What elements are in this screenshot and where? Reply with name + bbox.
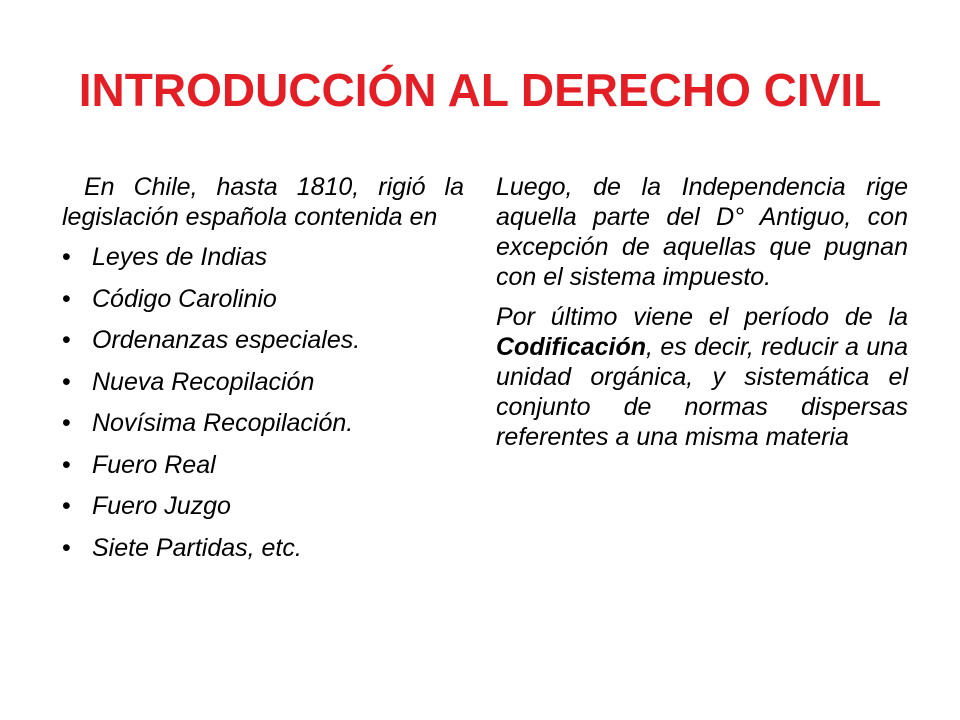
list-item-text: Novísima Recopilación.	[92, 409, 354, 437]
intro-text: En Chile, hasta 1810, rigió la legislación española contenida en	[62, 173, 464, 231]
bullet-icon: •	[62, 450, 71, 479]
right-column	[496, 172, 908, 462]
list-item-text: Leyes de Indias	[92, 243, 268, 271]
bullet-icon: •	[62, 243, 71, 271]
codification-lead-text: Por último viene el período de la	[496, 303, 908, 331]
codification-rest-text: , es decir, reducir a una unidad orgánica, y sistemática el conjunto de normas dispersas referentes a una misma materia	[496, 333, 908, 451]
list-item	[62, 367, 464, 397]
list-item-text: Fuero Real	[92, 450, 216, 479]
bullet-icon: •	[62, 326, 71, 354]
list-item-text: Ordenanzas especiales.	[92, 326, 361, 354]
legislation-list	[62, 242, 464, 563]
bullet-icon: •	[62, 409, 71, 437]
bullet-icon: •	[62, 367, 71, 396]
list-item	[62, 533, 464, 563]
codification-term: Codificación	[496, 333, 647, 361]
list-item-text: Siete Partidas, etc.	[92, 533, 302, 562]
list-item	[62, 242, 464, 272]
left-column	[62, 172, 464, 574]
independence-paragraph: Luego, de la Independencia rige aquella parte del D° Antiguo, con excepción de aquellas que pugnan con el sistema impuesto.	[496, 173, 908, 291]
list-item-text: Código Carolinio	[92, 284, 277, 313]
codification-paragraph	[496, 302, 908, 452]
bullet-icon: •	[62, 492, 71, 520]
list-item	[62, 408, 464, 438]
list-item	[62, 491, 464, 521]
bullet-icon: •	[62, 284, 71, 313]
list-item-text: Fuero Juzgo	[92, 492, 231, 520]
list-item	[62, 450, 464, 480]
slide-title: INTRODUCCIÓN AL DERECHO CIVIL	[78, 64, 882, 116]
list-item	[62, 284, 464, 314]
list-item-text: Nueva Recopilación	[92, 367, 315, 396]
bullet-icon: •	[62, 533, 71, 562]
list-item	[62, 325, 464, 355]
